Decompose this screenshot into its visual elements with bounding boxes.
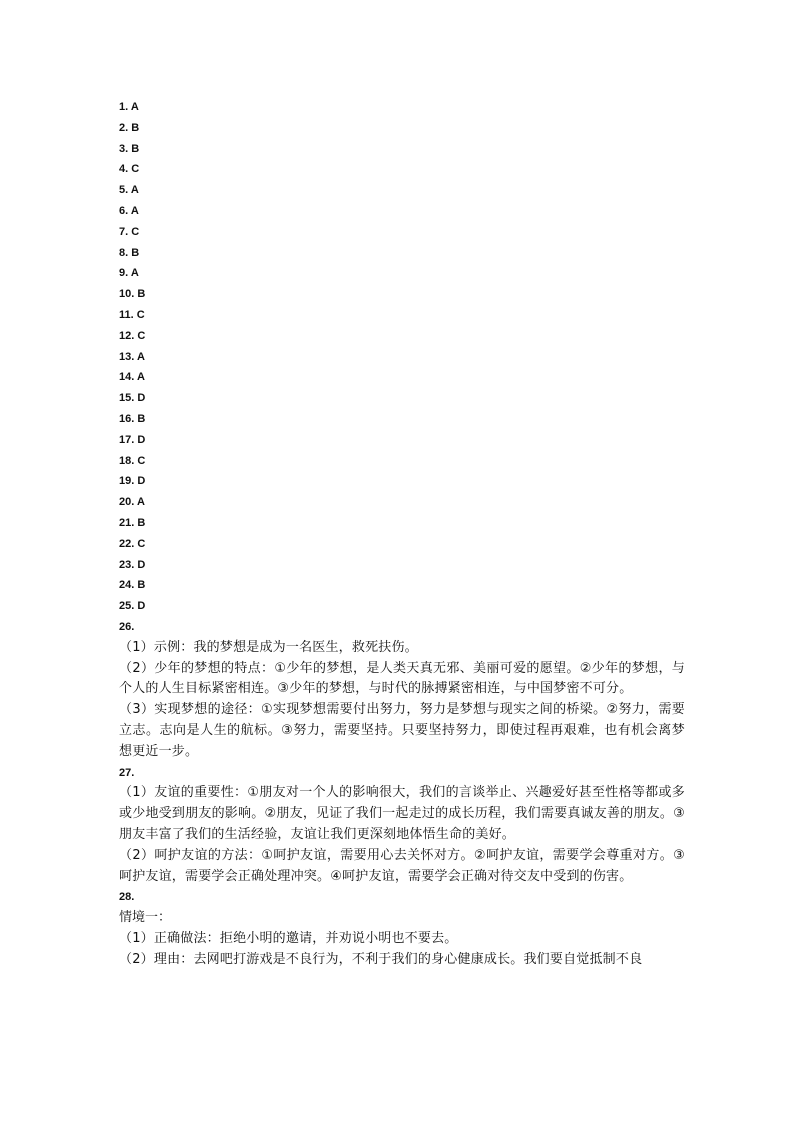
question-26-part-2: （2）少年的梦想的特点：①少年的梦想，是人类天真无邪、美丽可爱的愿望。②少年的梦想，与个人的人生目标紧密相连。③少年的梦想，与时代的脉搏紧密相连，与中国梦密不可分。 bbox=[119, 660, 685, 697]
question-28-part-1: （1）正确做法：拒绝小明的邀请，并劝说小明也不要去。 bbox=[119, 930, 458, 946]
answer-item: 23. D bbox=[119, 558, 146, 571]
answer-item: 14. A bbox=[119, 371, 145, 384]
answer-item: 7. C bbox=[119, 225, 140, 238]
answer-item: 6. A bbox=[119, 204, 139, 217]
question-28-scenario-label: 情境一： bbox=[119, 910, 172, 926]
answer-item: 12. C bbox=[119, 329, 146, 342]
answer-item: 24. B bbox=[119, 579, 146, 592]
question-27-part-1: （1）友谊的重要性：①朋友对一个人的影响很大，我们的言谈举止、兴趣爱好甚至性格等都或多或少地受到朋友的影响。②朋友，见证了我们一起走过的成长历程，我们需要真诚友善的朋友。③朋友丰富了我们的生活经验，友谊让我们更深刻地体悟生命的美好。 bbox=[119, 785, 685, 842]
question-26-number: 26. bbox=[119, 621, 135, 633]
answer-item: 22. C bbox=[119, 537, 146, 550]
answer-item: 21. B bbox=[119, 516, 146, 529]
answer-item: 4. C bbox=[119, 163, 140, 176]
question-27-number: 27. bbox=[119, 766, 135, 779]
answer-item: 17. D bbox=[119, 433, 146, 446]
answer-item: 10. B bbox=[119, 288, 146, 301]
question-26-part-3: （3）实现梦想的途径：①实现梦想需要付出努力，努力是梦想与现实之间的桥梁。②努力，需要立志。志向是人生的航标。③努力，需要坚持。只要坚持努力，即使过程再艰难，也有机会离梦想更近一步。 bbox=[119, 702, 685, 759]
answer-item: 20. A bbox=[119, 496, 145, 509]
question-28-number: 28. bbox=[119, 891, 135, 904]
answer-list bbox=[119, 97, 689, 617]
answer-item: 13. A bbox=[119, 350, 145, 363]
answer-item: 5. A bbox=[119, 184, 139, 197]
answer-item: 9. A bbox=[119, 267, 139, 280]
answer-item: 8. B bbox=[119, 246, 140, 259]
question-27-part-2: （2）呵护友谊的方法：①呵护友谊，需要用心去关怀对方。②呵护友谊，需要学会尊重对方。③呵护友谊，需要学会正确处理冲突。④呵护友谊，需要学会正确对待交友中受到的伤害。 bbox=[119, 847, 685, 884]
question-28-part-2: （2）理由：去网吧打游戏是不良行为，不利于我们的身心健康成长。我们要自觉抵制不良 bbox=[119, 951, 643, 967]
answer-item: 15. D bbox=[119, 392, 146, 405]
open-answers bbox=[119, 617, 685, 971]
answer-item: 1. A bbox=[119, 101, 139, 113]
answer-item: 3. B bbox=[119, 142, 140, 155]
question-26-part-1: （1）示例：我的梦想是成为一名医生，救死扶伤。 bbox=[119, 639, 418, 655]
answer-item: 11. C bbox=[119, 308, 145, 321]
answer-item: 19. D bbox=[119, 475, 146, 488]
answer-item: 25. D bbox=[119, 600, 146, 613]
answer-item: 16. B bbox=[119, 412, 146, 425]
answer-item: 2. B bbox=[119, 121, 140, 134]
answer-item: 18. C bbox=[119, 454, 146, 467]
